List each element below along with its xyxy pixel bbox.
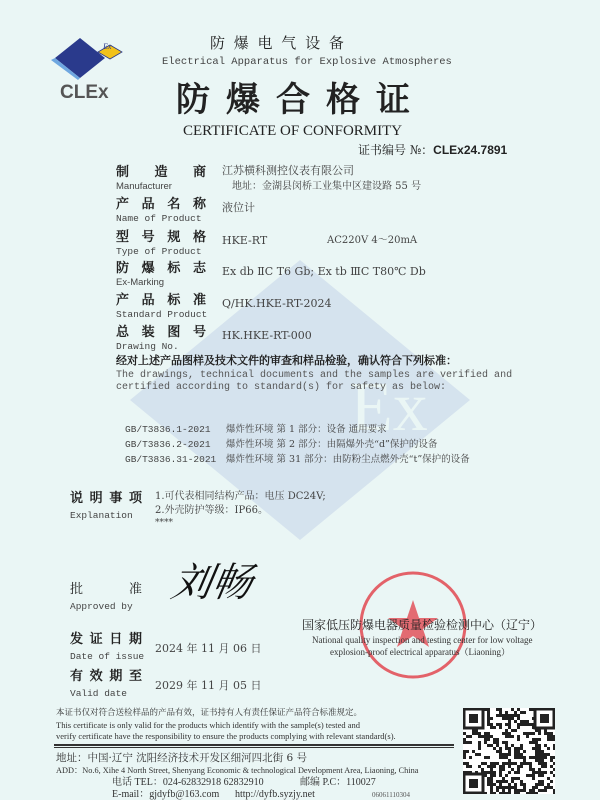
telephone: 电话 TEL：024-62832918 62832910	[112, 777, 264, 788]
footer-divider	[54, 744, 454, 748]
field-value-2: HKE-RT	[222, 234, 268, 247]
field-value-1: 液位计	[222, 201, 255, 214]
notice-en-2: verify certificate have the responsibility to ensure the products complying with relevant standard(s).	[56, 731, 396, 741]
valid-date: 2029 年 11 月 05 日	[155, 679, 262, 692]
field-label-5: 总 装 图 号	[116, 325, 206, 340]
notice-en-1: This certificate is only valid for the products which identify with the sample(s) tested and	[56, 720, 361, 730]
valid-label: 有 效 期 至	[70, 669, 142, 684]
serial-number: 06061110304	[372, 791, 410, 799]
website-link[interactable]: http://dyfb.syzjy.net	[235, 789, 315, 800]
field-label-0: 制 造 商	[116, 165, 206, 180]
field-label-en-5: Drawing No.	[116, 341, 179, 352]
signature: 刘畅	[167, 560, 257, 606]
issue-label-en: Date of issue	[70, 651, 145, 662]
field-label-4: 产 品 标 准	[116, 293, 206, 308]
cert-no-label: 证书编号 №：	[358, 143, 434, 157]
explanation-label: 说 明 事 项	[70, 491, 142, 506]
standard-desc-1: 爆炸性环境 第 2 部分：由隔爆外壳“d”保护的设备	[226, 439, 438, 450]
standard-code-2: GB/T3836.31-2021	[125, 454, 217, 465]
page-title: 防爆合格证	[176, 80, 426, 120]
title-en: CERTIFICATE OF CONFORMITY	[183, 123, 403, 139]
explanation-line-2: 2.外壳防护等级：IP66。	[155, 505, 268, 516]
field-value-4: Q/HK.HKE-RT-2024	[222, 297, 332, 310]
svg-text:Ex: Ex	[350, 369, 428, 446]
issue-date: 2024 年 11 月 06 日	[155, 642, 262, 655]
approved-label-en: Approved by	[70, 601, 133, 612]
standard-desc-2: 爆炸性环境 第 31 部分：由防粉尘点燃外壳“t”保护的设备	[226, 454, 470, 465]
address-cn: 地址：中国·辽宁 沈阳经济技术开发区细河四北街 6 号	[56, 752, 308, 764]
statement-en-2: certified according to standard(s) for safety as below:	[116, 382, 447, 393]
field-label-1: 产 品 名 称	[116, 197, 206, 212]
notice-cn: 本证书仅对符合送检样品的产品有效，证书持有人有责任保证产品符合标准规定。	[56, 708, 363, 718]
qr-code[interactable]	[463, 708, 555, 794]
subtitle-en: Electrical Apparatus for Explosive Atmospheres	[162, 56, 452, 68]
field-label-en-1: Name of Product	[116, 213, 202, 224]
field-value-5: HK.HKE-RT-000	[222, 329, 312, 342]
statement-cn: 经对上述产品图样及技术文件的审查和样品检验，确认符合下列标准：	[116, 354, 457, 367]
field-label-2: 型 号 规 格	[116, 230, 206, 245]
center-name-cn: 国家低压防爆电器质量检验检测中心（辽宁）	[302, 618, 543, 632]
center-name-en-1: National quality inspection and testing center for low voltage	[312, 635, 533, 645]
standard-code-0: GB/T3836.1-2021	[125, 424, 211, 435]
field-value-0: 江苏横科测控仪表有限公司	[222, 164, 354, 177]
field-value2-2: AC220V 4～20mA	[327, 235, 418, 246]
address-en: ADD：No.6, Xihe 4 North Street, Shenyang Economic & technological Development Area, Liaoning, China	[56, 766, 419, 775]
field-value-3: Ex db ⅡC T6 Gb; Ex tb ⅢC T80℃ Db	[222, 265, 426, 278]
explanation-line-3: ****	[155, 518, 173, 528]
postcode: 邮编 P.C：110027	[300, 777, 376, 788]
cert-number	[358, 143, 507, 158]
center-name-en-2: explosion-proof electrical apparatus（Liaoning）	[330, 647, 510, 657]
approved-label: 批 准	[70, 582, 142, 597]
email: E-mail：gjdyfb@163.com	[112, 789, 220, 800]
logo-text: CLEx	[60, 82, 109, 103]
field-label-en-4: Standard Product	[116, 309, 208, 320]
subtitle-cn: 防 爆 电 气 设 备	[210, 34, 346, 52]
field-label-3: 防 爆 标 志	[116, 261, 206, 276]
explanation-label-en: Explanation	[70, 510, 133, 521]
clex-logo	[50, 36, 130, 106]
standard-desc-0: 爆炸性环境 第 1 部分：设备 通用要求	[226, 424, 387, 435]
statement-en-1: The drawings, technical documents and the samples are verified and	[116, 370, 513, 381]
standard-code-1: GB/T3836.2-2021	[125, 439, 211, 450]
logo-badge: Ex	[103, 42, 112, 51]
cert-no-value: CLEx24.7891	[433, 143, 508, 157]
issue-label: 发 证 日 期	[70, 632, 142, 647]
field-label-en-3: Ex-Marking	[116, 277, 165, 288]
field-value2-0: 地址：金湖县闵桥工业集中区建设路 55 号	[232, 181, 422, 192]
explanation-line-1: 1.可代表相同结构产品：电压 DC24V;	[155, 491, 326, 502]
field-label-en-0: Manufacturer	[116, 181, 172, 192]
valid-label-en: Valid date	[70, 688, 128, 699]
field-label-en-2: Type of Product	[116, 246, 202, 257]
